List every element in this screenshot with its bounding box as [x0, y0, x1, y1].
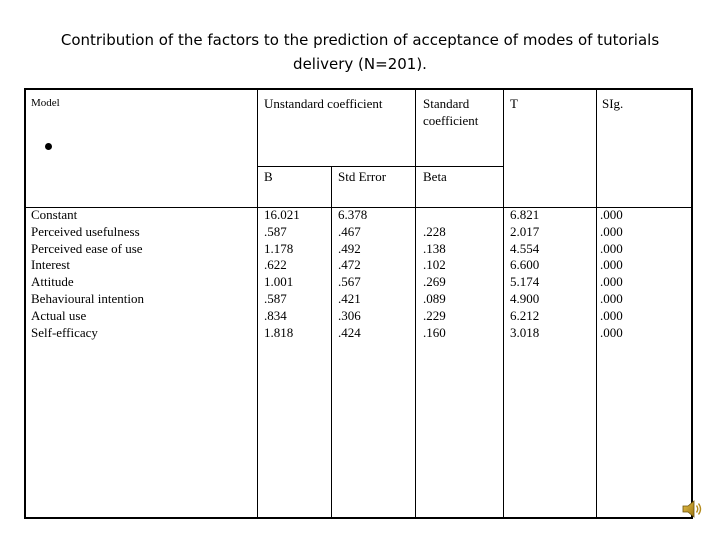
title-line-1: Contribution of the factors to the prediction of acceptance of modes of tutorials — [60, 31, 660, 49]
col-divider-model — [257, 89, 258, 518]
column-beta-values: .228 .138 .102 .269 .089 .229 .160 — [423, 223, 446, 340]
header-model: Model — [31, 97, 60, 109]
header-t: T — [510, 96, 518, 111]
col-divider-b — [331, 166, 332, 518]
row-divider-subheader — [257, 166, 504, 167]
table-title — [40, 28, 680, 76]
column-sig-values: .000 .000 .000 .000 .000 .000 .000 .000 — [600, 207, 623, 340]
col-divider-t — [596, 89, 597, 518]
header-unstandard-coefficient: Unstandard coefficient — [264, 96, 383, 111]
header-beta: Beta — [423, 169, 447, 184]
col-divider-unstd — [415, 89, 416, 518]
row-labels: Constant Perceived usefulness Perceived ease of use Interest Attitude Behavioural intention Actual use Self-efficacy — [31, 207, 145, 340]
bullet-dot-icon — [45, 143, 52, 150]
column-t-values: 6.821 2.017 4.554 6.600 5.174 4.900 6.212 3.018 — [510, 207, 540, 340]
header-std-error: Std Error — [338, 169, 387, 184]
col-divider-std — [503, 89, 504, 518]
header-sig: SIg. — [602, 96, 624, 111]
header-b: B — [264, 169, 273, 184]
header-standard-coefficient: Standard coefficient — [423, 96, 479, 128]
speaker-icon[interactable] — [681, 498, 703, 520]
column-b-values: 16.021 .587 1.178 .622 1.001 .587 .834 1.818 — [264, 207, 300, 340]
column-std-error-values: 6.378 .467 .492 .472 .567 .421 .306 .424 — [338, 207, 368, 340]
title-line-2: delivery (N=201). — [293, 55, 427, 73]
